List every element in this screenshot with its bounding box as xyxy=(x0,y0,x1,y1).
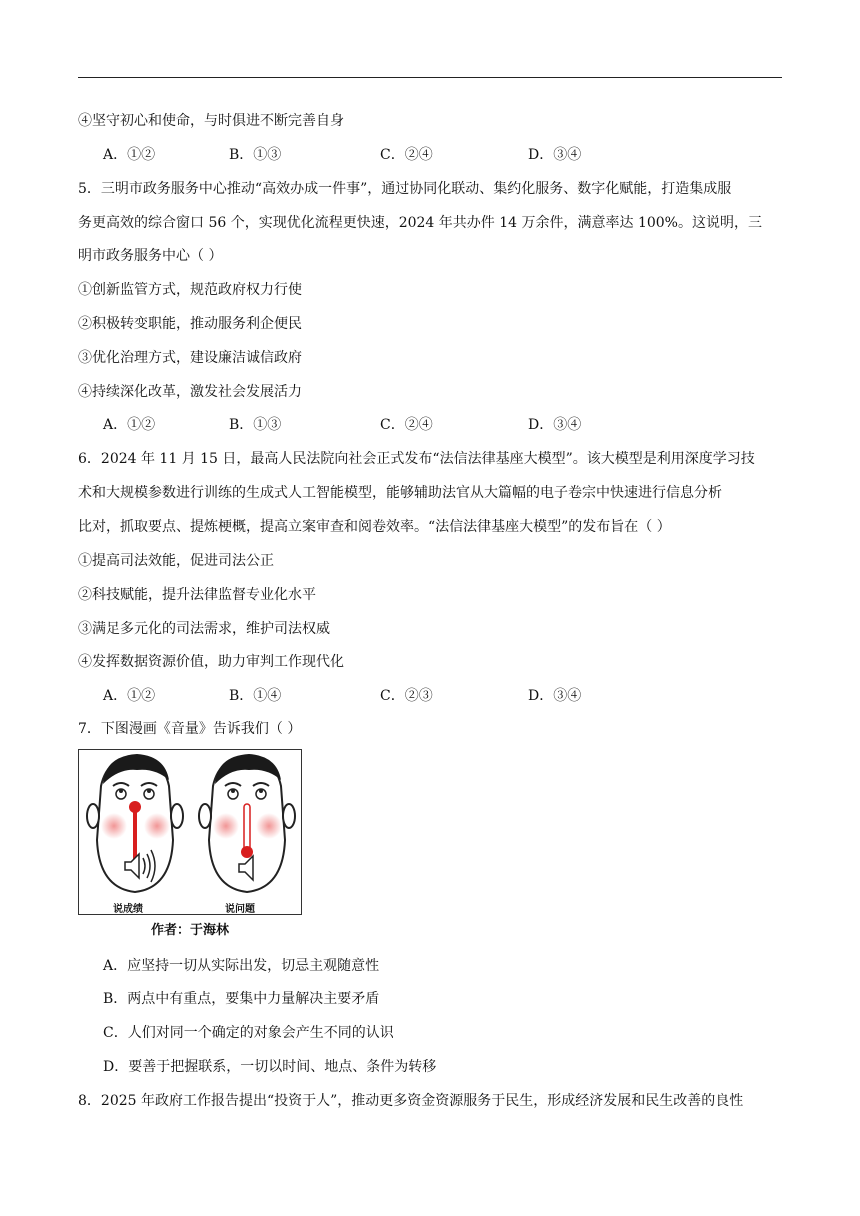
q6-item-4: ④发挥数据资源价值，助力审判工作现代化 xyxy=(78,654,344,670)
q6-stem-line-3: 比对，抓取要点、提炼梗概，提高立案审查和阅卷效率。“法信法律基座大模型”的发布旨在（ ） xyxy=(78,519,671,535)
q5-item-1: ①创新监管方式，规范政府权力行使 xyxy=(78,282,302,298)
q7-option-a[interactable]: A．应坚持一切从实际出发，切忌主观随意性 xyxy=(103,958,380,974)
q5-option-c[interactable]: C．②④ xyxy=(380,417,433,433)
q5-stem-line-2: 务更高效的综合窗口 56 个，实现优化流程更快速，2024 年共办件 14 万余件，满意率达 100%。这说明，三 xyxy=(78,215,762,231)
q4-item-4: ④坚守初心和使命，与时俱进不断完善自身 xyxy=(78,113,344,129)
caption-achievements: 说成绩 xyxy=(113,904,143,915)
q4-option-d[interactable]: D．③④ xyxy=(528,147,582,163)
q5-item-3: ③优化治理方式，建设廉洁诚信政府 xyxy=(78,350,302,366)
q5-option-b[interactable]: B．①③ xyxy=(229,417,282,433)
q6-stem-line-2: 术和大规模参数进行训练的生成式人工智能模型，能够辅助法官从大篇幅的电子卷宗中快速进行信息分析 xyxy=(78,485,722,501)
q5-option-a[interactable]: A．①② xyxy=(103,417,156,433)
q5-option-d[interactable]: D．③④ xyxy=(528,417,582,433)
q8-stem: 8．2025 年政府工作报告提出“投资于人”，推动更多资金资源服务于民生，形成经济发展和民生改善的良性 xyxy=(78,1093,744,1109)
cartoon-illustration xyxy=(79,750,300,913)
q6-option-a[interactable]: A．①② xyxy=(103,688,156,704)
q6-item-1: ①提高司法效能，促进司法公正 xyxy=(78,553,274,569)
q7-option-d[interactable]: D．要善于把握联系，一切以时间、地点、条件为转移 xyxy=(103,1059,437,1075)
q7-stem: 7．下图漫画《音量》告诉我们（ ） xyxy=(78,721,302,737)
q7-option-c[interactable]: C．人们对同一个确定的对象会产生不同的认识 xyxy=(103,1025,394,1041)
q5-stem-line-3: 明市政务服务中心（ ） xyxy=(78,248,223,264)
q6-item-3: ③满足多元化的司法需求，维护司法权威 xyxy=(78,621,330,637)
cartoon-author: 作者：于海林 xyxy=(151,923,230,938)
q5-stem-line-1: 5．三明市政务服务中心推动“高效办成一件事”，通过协同化联动、集约化服务、数字化赋能，打造集成服 xyxy=(78,181,732,197)
q6-item-2: ②科技赋能，提升法律监督专业化水平 xyxy=(78,587,316,603)
face-problems-icon xyxy=(199,754,295,892)
q6-option-b[interactable]: B．①④ xyxy=(229,688,282,704)
header-rule xyxy=(78,77,782,78)
q6-option-d[interactable]: D．③④ xyxy=(528,688,582,704)
caption-problems: 说问题 xyxy=(225,904,255,915)
q4-option-b[interactable]: B．①③ xyxy=(229,147,282,163)
q7-option-b[interactable]: B．两点中有重点，要集中力量解决主要矛盾 xyxy=(103,991,380,1007)
q5-item-2: ②积极转变职能，推动服务利企便民 xyxy=(78,316,302,332)
q6-option-c[interactable]: C．②③ xyxy=(380,688,433,704)
q6-stem-line-1: 6．2024 年 11 月 15 日，最高人民法院向社会正式发布“法信法律基座大模型”。该大模型是利用深度学习技 xyxy=(78,451,755,467)
q4-option-a[interactable]: A．①② xyxy=(103,147,156,163)
volume-cartoon xyxy=(78,749,302,915)
q5-item-4: ④持续深化改革，激发社会发展活力 xyxy=(78,384,302,400)
q4-option-c[interactable]: C．②④ xyxy=(380,147,433,163)
face-achievements-icon xyxy=(87,754,183,892)
